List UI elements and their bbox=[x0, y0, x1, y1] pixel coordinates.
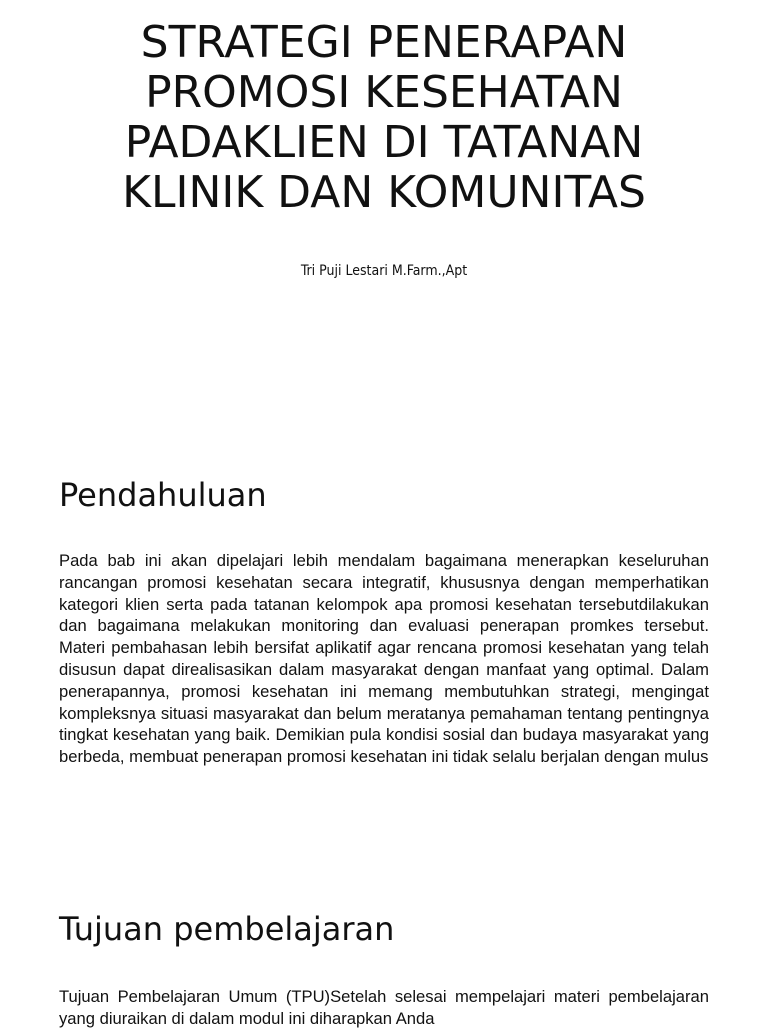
title-line: KLINIK DAN KOMUNITAS bbox=[122, 167, 646, 218]
main-title bbox=[40, 18, 728, 218]
title-line: STRATEGI PENERAPAN bbox=[140, 17, 628, 68]
title-line: PROMOSI KESEHATAN bbox=[145, 67, 623, 118]
author-name: Tri Puji Lestari M.Farm.,Apt bbox=[300, 263, 468, 279]
title-line: PADAKLIEN DI TATANAN bbox=[124, 117, 644, 168]
body-paragraph: Tujuan Pembelajaran Umum (TPU)Setelah selesai mempelajari materi pembelajaran yang diuraikan di dalam modul ini diharapkan Anda bbox=[59, 987, 709, 1028]
section-heading: Pendahuluan bbox=[59, 476, 267, 514]
intro-slide bbox=[0, 440, 768, 888]
section-heading: Tujuan pembelajaran bbox=[59, 910, 395, 948]
body-paragraph: Pada bab ini akan dipelajari lebih mendalam bagaimana menerapkan keseluruhan rancangan promosi kesehatan secara integratif, khususnya dengan memperhatikan kategori klien serta pada tatanan kelompok apa promosi kesehatan tersebutdilakukan dan bagaimana melakukan monitoring dan evaluasi penerapan promkes tersebut. Materi pembahasan lebih bersifat aplikatif agar rencana promosi kesehatan yang telah disusun dapat direalisasikan dalam masyarakat dengan manfaat yang optimal. Dalam penerapannya, promosi kesehatan ini memang membutuhkan strategi, mengingat kompleksnya situasi masyarakat dan belum meratanya pemahaman tentang pentingnya tingkat kesehatan yang baik. Demikian pula kondisi sosial dan budaya masyarakat yang berbeda, membuat penerapan promosi kesehatan ini tidak selalu berjalan dengan mulus bbox=[59, 551, 709, 767]
title-slide bbox=[0, 0, 768, 432]
learning-goals-slide bbox=[0, 880, 768, 1028]
